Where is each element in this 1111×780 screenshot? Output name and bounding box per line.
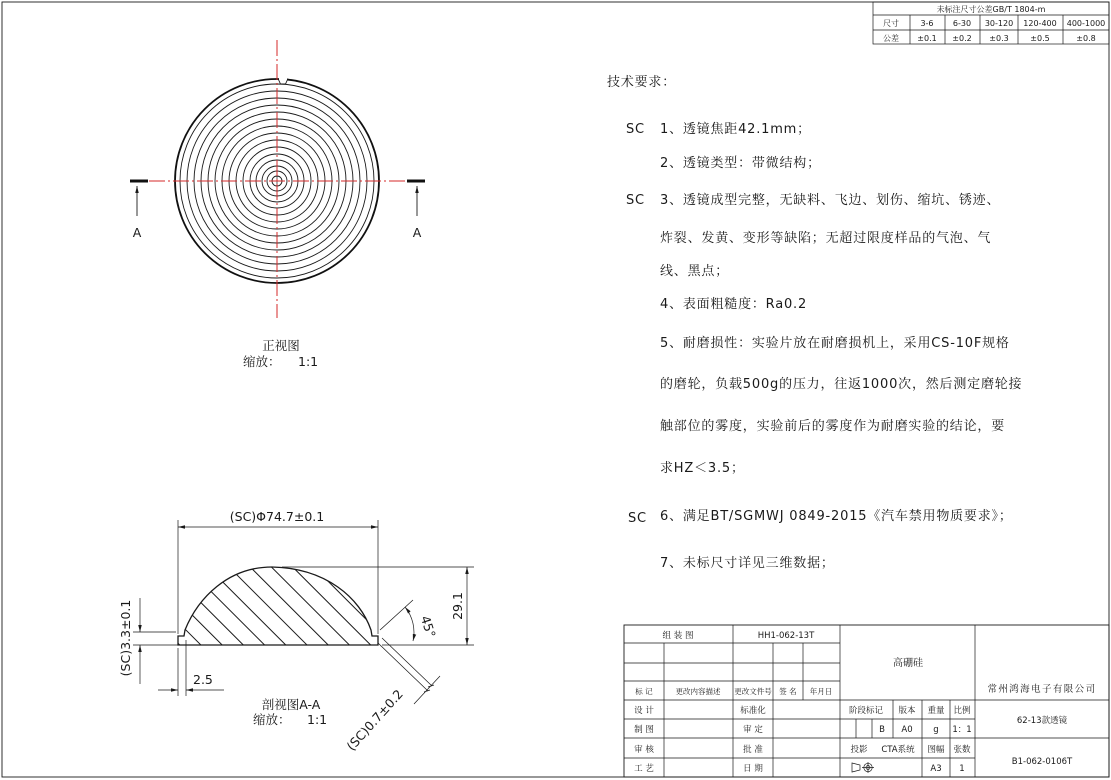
section-label-left: A xyxy=(132,225,142,240)
revision-mark-header: 标 记 xyxy=(635,687,653,696)
section-view xyxy=(118,509,474,753)
size-label: 尺寸 xyxy=(883,19,899,28)
edge-height-extension-lines xyxy=(133,632,178,645)
sheet-count-label: 张数 xyxy=(953,745,971,755)
special-characteristic-mark: SC xyxy=(628,511,647,526)
angle-arc xyxy=(405,607,414,641)
thickness-dimension-line xyxy=(414,676,440,704)
role-approval-check: 审 定 xyxy=(743,725,763,735)
tech-requirements-heading: 技术要求： xyxy=(607,75,677,90)
role-design: 设 计 xyxy=(634,706,654,716)
part-name: 62-13款透镜 xyxy=(1016,716,1068,726)
sheet-size: A3 xyxy=(930,764,942,774)
weight: g xyxy=(933,725,939,735)
thickness-extension-lines xyxy=(378,638,432,691)
edge-height-dimension: (SC)3.3±0.1 xyxy=(118,599,133,677)
drawing-number: B1-062-0106T xyxy=(1011,757,1073,767)
section-view-title: 剖视图A-A xyxy=(261,697,321,712)
requirement-line: 7、未标尺寸详见三维数据； xyxy=(660,556,835,571)
requirement-line: 线、黑点； xyxy=(660,264,730,279)
edge-width-dimension: 2.5 xyxy=(193,672,213,687)
tolerance-label: 公差 xyxy=(883,34,899,43)
size-range-cell: 6-30 xyxy=(952,19,972,28)
stage-mark-label: 阶段标记 xyxy=(848,706,884,716)
height-dimension: 29.1 xyxy=(450,592,465,620)
title-block xyxy=(624,625,1109,777)
technical-requirements xyxy=(607,74,1022,571)
front-view xyxy=(130,40,425,369)
front-view-title: 正视图 xyxy=(262,338,300,353)
requirement-line: 的磨轮，负载500g的压力，往返1000次，然后测定磨轮接 xyxy=(660,377,1023,392)
role-approve: 批 准 xyxy=(743,745,763,755)
section-label-right: A xyxy=(412,225,422,240)
size-range-cell: 120-400 xyxy=(1023,19,1057,28)
ratio-label: 比例 xyxy=(953,706,971,716)
diameter-dimension: (SC)Φ74.7±0.1 xyxy=(229,509,325,524)
tolerance-cell: ±0.8 xyxy=(1076,34,1096,43)
revision-description-header: 更改内容描述 xyxy=(675,687,721,696)
requirement-line: 5、耐磨损性：实验片放在耐磨损机上，采用CS-10F规格 xyxy=(660,336,1010,351)
material: 高硼硅 xyxy=(893,658,923,669)
change-doc-header: 更改文件号 xyxy=(734,687,772,696)
requirement-line: 3、透镜成型完整，无缺料、飞边、划伤、缩坑、锈迹、 xyxy=(660,193,1001,208)
requirement-line: 4、表面粗糙度：Ra0.2 xyxy=(660,297,808,312)
requirement-line: 1、透镜焦距42.1mm； xyxy=(660,122,811,137)
projection-symbol-icon xyxy=(852,762,874,773)
company-name: 常州鸿海电子有限公司 xyxy=(987,684,1097,695)
size-range-cell: 400-1000 xyxy=(1066,19,1106,28)
requirement-line: 2、透镜类型：带微结构； xyxy=(660,156,821,171)
angle-dimension: 45° xyxy=(417,613,439,640)
signature-header: 签 名 xyxy=(779,687,797,696)
requirement-line: 触部位的雾度，实验前后的雾度作为耐磨实验的结论，要 xyxy=(660,419,1006,434)
requirement-line: 求HZ＜3.5； xyxy=(660,461,745,476)
front-view-scale: 1:1 xyxy=(298,354,319,369)
section-view-scale: 1:1 xyxy=(307,712,328,727)
section-view-scale-label: 缩放： xyxy=(253,712,291,727)
top-notch-gap xyxy=(279,76,287,81)
special-characteristic-mark: SC xyxy=(626,122,645,137)
angle-extension-line xyxy=(380,600,413,630)
special-characteristic-mark: SC xyxy=(626,193,645,208)
tolerance-cell: ±0.5 xyxy=(1030,34,1050,43)
weight-label: 重量 xyxy=(927,706,945,716)
tolerance-table xyxy=(873,2,1109,44)
ratio: 1：1 xyxy=(952,725,972,735)
requirement-line: 6、满足BT/SGMWJ 0849-2015《汽车禁用物质要求》； xyxy=(660,509,1013,524)
role-process: 工 艺 xyxy=(634,764,654,774)
role-drawing: 制 图 xyxy=(634,725,654,735)
date-header: 年月日 xyxy=(809,687,833,696)
assembly-label: 组 装 图 xyxy=(662,631,694,641)
sheet-size-label: 图幅 xyxy=(927,745,945,755)
sheet-count: 1 xyxy=(959,764,965,774)
tolerance-cell: ±0.2 xyxy=(952,34,972,43)
role-review: 审 核 xyxy=(634,745,654,755)
projection-label: 投影 xyxy=(850,745,868,755)
thickness-dimension: (SC)0.7±0.2 xyxy=(343,686,406,754)
tolerance-cell: ±0.3 xyxy=(989,34,1009,43)
role-date: 日 期 xyxy=(743,764,763,774)
lens-cross-section xyxy=(178,567,378,645)
size-range-cell: 3-6 xyxy=(920,19,934,28)
version-label: 版本 xyxy=(898,706,916,716)
tolerance-cell: ±0.1 xyxy=(917,34,937,43)
stage-mark: B xyxy=(879,725,885,735)
projection-system: CTA系统 xyxy=(881,745,915,755)
role-standardization: 标准化 xyxy=(740,706,766,716)
requirement-line: 炸裂、发黄、变形等缺陷；无超过限度样品的气泡、气 xyxy=(660,231,992,246)
assembly-drawing-number: HH1-062-13T xyxy=(757,631,815,641)
version: A0 xyxy=(901,725,913,735)
size-range-cell: 30-120 xyxy=(984,19,1014,28)
edge-width-extension-lines xyxy=(178,640,186,696)
tolerance-table-title: 未标注尺寸公差GB/T 1804-m xyxy=(936,5,1046,14)
front-view-scale-label: 缩放： xyxy=(243,354,281,369)
